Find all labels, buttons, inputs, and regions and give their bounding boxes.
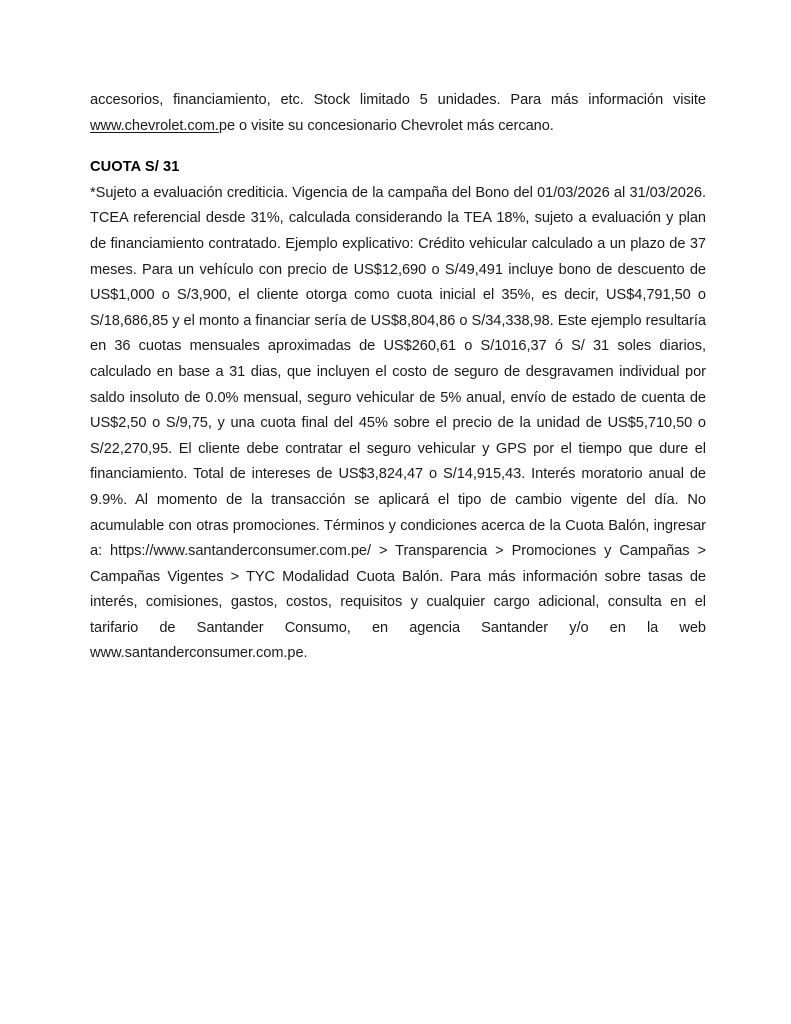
intro-text-after-link: pe o visite su concesionario Chevrolet más cercano. xyxy=(218,117,554,134)
section-heading-cuota: CUOTA S/ 31 xyxy=(90,159,180,176)
intro-text-before-link: accesorios, financiamiento, etc. Stock limitado 5 unidades. Para más información visite xyxy=(90,92,706,108)
document-content xyxy=(90,88,706,667)
intro-paragraph xyxy=(90,88,706,139)
terms-and-conditions-paragraph: *Sujeto a evaluación crediticia. Vigencia de la campaña del Bono del 01/03/2026 al 31/03/2026. TCEA referencial desde 31%, calculada considerando la TEA 18%, sujeto a evaluación y plan de financiamiento contratado. Ejemplo explicativo: Crédito vehicular calculado a un plazo de 37 meses. Para un vehículo con precio de US$12,690 o S/49,491 incluye bono de descuento de US$1,000 o S/3,900, el cliente otorga como cuota inicial el 35%, es decir, US$4,791,50 o S/18,686,85 y el monto a financiar sería de US$8,804,86 o S/34,338,98. Este ejemplo resultaría en 36 cuotas mensuales aproximadas de US$260,61 o S/1016,37 ó S/ 31 soles diarios, calculado en base a 31 dias, que incluyen el costo de seguro de desgravamen individual por saldo insoluto de 0.0% mensual, seguro vehicular de 5% anual, envío de estado de cuenta de US$2,50 o S/9,75, y una cuota final del 45% sobre el precio de la unidad de US$5,710,50 o S/22,270,95. El cliente debe contratar el seguro vehicular y GPS por el tiempo que dure el financiamiento. Total de intereses de US$3,824,47 o S/14,915,43. Interés moratorio anual de 9.9%. Al momento de la transacción se aplicará el tipo de cambio vigente del día. No acumulable con otras promociones. Términos y condiciones acerca de la Cuota Balón, ingresar a: https://www.santanderconsumer.com.pe/ > Transparencia > Promociones y Campañas > Campañas Vigentes > TYC Modalidad Cuota Balón. Para más información sobre tasas de interés, comisiones, gastos, costos, requisitos y cualquier cargo adicional, consulta en el tarifario de Santander Consumo, en agencia Santander y/o en la web www.santanderconsumer.com.pe. xyxy=(90,184,706,662)
chevrolet-website-link[interactable]: www.chevrolet.com. xyxy=(90,117,219,134)
